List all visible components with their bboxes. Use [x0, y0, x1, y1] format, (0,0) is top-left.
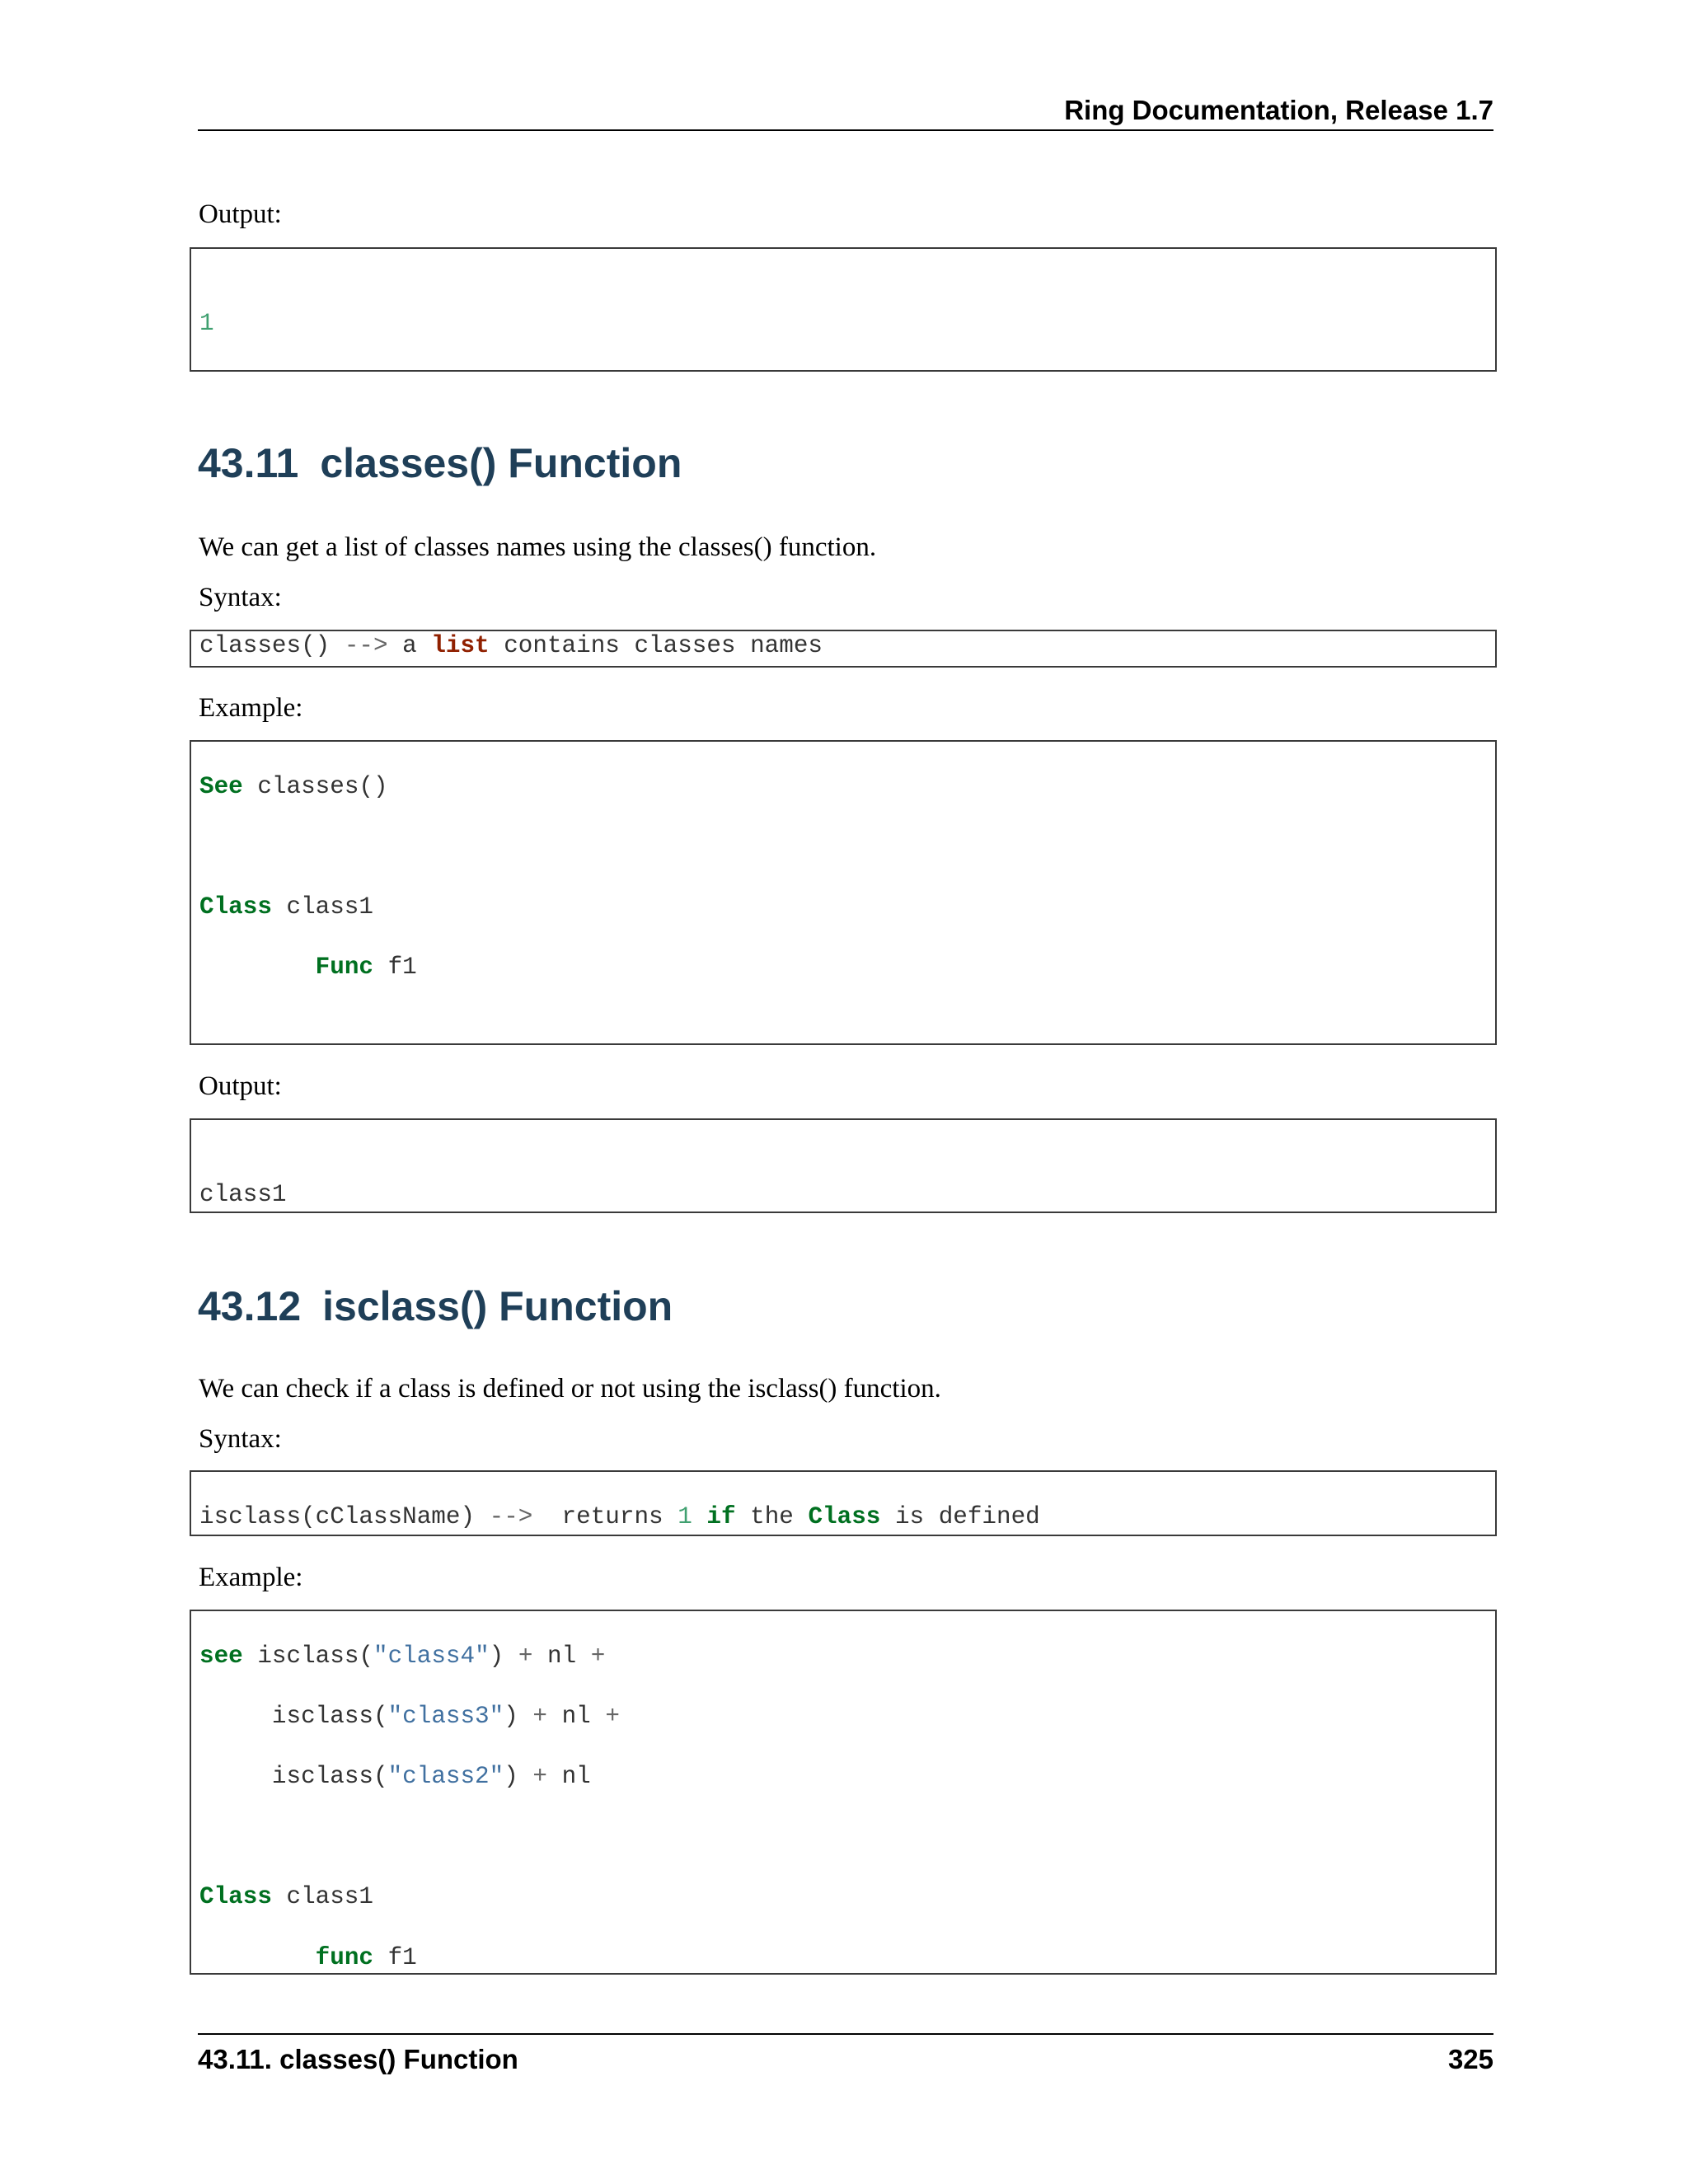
- footer-rule: [198, 2033, 1493, 2035]
- section-number: 43.11: [198, 440, 299, 486]
- section-number: 43.12: [198, 1283, 302, 1329]
- output-label: Output:: [199, 1071, 282, 1101]
- example-label: Example:: [199, 693, 303, 723]
- section-title: isclass() Function: [322, 1283, 673, 1329]
- output-block: [190, 247, 1497, 372]
- running-footer: [198, 2041, 1493, 2079]
- code-line-blank: [199, 1013, 1495, 1043]
- syntax-label: Syntax:: [199, 583, 282, 612]
- code-line: Class class1: [199, 1883, 373, 1911]
- code-line-blank: [199, 832, 1495, 863]
- syntax-block: [190, 630, 1497, 668]
- section-heading-classes: [198, 437, 682, 490]
- page-number: 325: [1447, 2044, 1493, 2074]
- code-line: isclass(cClassName) --> returns 1 if the Class is defined: [199, 1502, 1040, 1530]
- code-line: isclass("class3") + nl +: [257, 1702, 620, 1730]
- example-label: Example:: [199, 1563, 303, 1592]
- example-block: [190, 740, 1497, 1045]
- section-description: We can get a list of classes names using the classes() function.: [199, 532, 877, 562]
- code-line: Class class1: [199, 893, 373, 921]
- code-line-blank: [199, 1822, 1495, 1853]
- section-description: We can check if a class is defined or not using the isclass() function.: [199, 1374, 941, 1404]
- code-line: Func f1: [315, 954, 417, 982]
- code-line: func f1: [315, 1943, 417, 1971]
- code-line: isclass("class2") + nl: [257, 1762, 591, 1790]
- code-line: See classes(): [199, 772, 388, 800]
- header-rule: [198, 129, 1493, 131]
- output-line: 1: [199, 310, 214, 338]
- output-line: class1: [199, 1181, 287, 1209]
- section-title: classes() Function: [320, 440, 682, 486]
- output-block: [190, 1118, 1497, 1213]
- example-block: [190, 1610, 1497, 1975]
- code-line: classes() --> a list contains classes names: [199, 632, 823, 659]
- syntax-label: Syntax:: [199, 1424, 282, 1454]
- section-heading-isclass: [198, 1280, 673, 1333]
- syntax-block: [190, 1470, 1497, 1536]
- running-header: Ring Documentation, Release 1.7: [1064, 95, 1493, 125]
- output-label: Output:: [199, 199, 282, 229]
- footer-section: 43.11. classes() Function: [198, 2044, 518, 2074]
- code-line: see isclass("class4") + nl +: [199, 1642, 606, 1670]
